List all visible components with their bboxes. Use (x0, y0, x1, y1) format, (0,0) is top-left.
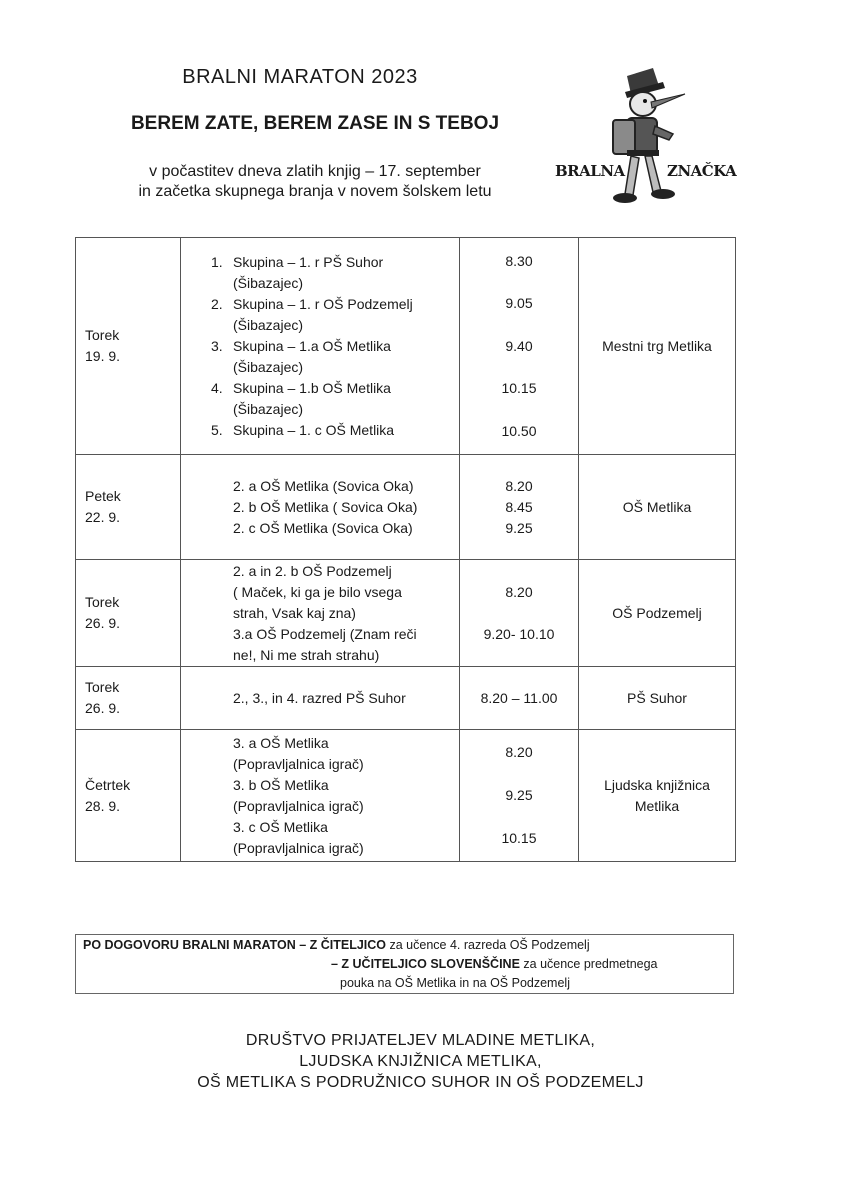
day-date: 22. 9. (85, 509, 121, 525)
schedule-row (76, 560, 736, 667)
list-item: 2., 3., in 4. razred PŠ Suhor (233, 689, 406, 706)
note-bold-text: – Z UČITELJICO SLOVENŠČINE (331, 957, 520, 971)
logo-word-bralna: BRALNA (555, 162, 625, 180)
list-item: (Popravljalnica igrač) (233, 839, 364, 856)
group-book: (Šibazajec) (233, 316, 304, 333)
footer-line: OŠ METLIKA S PODRUŽNICO SUHOR IN OŠ PODZEMELJ (197, 1074, 644, 1091)
groups-cell (181, 730, 460, 862)
list-item: 3. b OŠ Metlika (233, 776, 329, 793)
day-date: 26. 9. (85, 615, 121, 631)
intro-line-1: v počastitev dneva zlatih knjig – 17. september (149, 163, 481, 180)
list-item: 2. b OŠ Metlika ( Sovica Oka) (233, 498, 418, 515)
time-value: 10.50 (501, 422, 537, 439)
list-item: strah, Vsak kaj zna) (233, 604, 356, 621)
list-item: 3. c OŠ Metlika (233, 818, 328, 835)
group-list (181, 476, 459, 539)
logo-word-znacka: ZNAČKA (667, 162, 737, 180)
groups-cell (181, 667, 460, 730)
day-cell (76, 238, 181, 455)
groups-cell (181, 560, 460, 667)
group-book: (Šibazajec) (233, 400, 304, 417)
time-value: 9.40 (505, 337, 533, 354)
times-cell (460, 560, 579, 667)
group-text: Skupina – 1. c OŠ Metlika (233, 421, 395, 438)
note-text: za učence predmetnega (519, 957, 658, 971)
item-number: 2. (211, 295, 223, 312)
document-title: BRALNI MARATON 2023 (182, 66, 418, 88)
place-cell: PŠ Suhor (579, 667, 736, 730)
group-text: Skupina – 1.b OŠ Metlika (233, 379, 391, 396)
group-list (181, 252, 459, 441)
list-item: 2. a in 2. b OŠ Podzemelj (233, 562, 392, 579)
day-name: Torek (85, 594, 120, 610)
note-text: za učence 4. razreda OŠ Podzemelj (386, 938, 590, 952)
place-line: Ljudska knjižnica (604, 776, 710, 793)
schedule-row (76, 455, 736, 560)
schedule-table (75, 237, 736, 862)
place-cell: Mestni trg Metlika (579, 238, 736, 455)
note-line-1 (83, 936, 590, 955)
list-item: 3.a OŠ Podzemelj (Znam reči (233, 625, 417, 642)
intro-text (0, 162, 630, 202)
group-list (181, 688, 459, 709)
list-item (211, 252, 459, 294)
document-subtitle: BEREM ZATE, BEREM ZASE IN S TEBOJ (130, 113, 500, 134)
list-item (211, 378, 459, 420)
day-name: Torek (85, 679, 120, 695)
intro-line-2: in začetka skupnega branja v novem šolskem letu (138, 183, 492, 200)
place-cell: OŠ Metlika (579, 455, 736, 560)
time-value: 10.15 (501, 380, 537, 397)
day-date: 19. 9. (85, 348, 121, 364)
arrangement-note-box (75, 934, 734, 994)
day-name: Torek (85, 327, 120, 343)
group-text: Skupina – 1. r OŠ Podzemelj (233, 295, 413, 312)
day-cell (76, 730, 181, 862)
times-cell (460, 238, 579, 455)
footer-line: LJUDSKA KNJIŽNICA METLIKA, (299, 1053, 542, 1070)
schedule-row (76, 667, 736, 730)
group-book: (Šibazajec) (233, 274, 304, 291)
time-value: 8.20 – 11.00 (480, 689, 558, 706)
time-value: 8.20 (505, 744, 533, 760)
group-book: (Šibazajec) (233, 358, 304, 375)
schedule-row (76, 730, 736, 862)
day-cell (76, 667, 181, 730)
footer-line: DRUŠTVO PRIJATELJEV MLADINE METLIKA, (245, 1032, 596, 1049)
groups-cell (181, 455, 460, 560)
list-item (211, 420, 459, 441)
list-item (211, 336, 459, 378)
item-number: 1. (211, 253, 223, 270)
groups-cell (181, 238, 460, 455)
group-list (181, 561, 459, 666)
place-cell: OŠ Podzemelj (579, 560, 736, 667)
pinocchio-reader-icon (555, 64, 725, 224)
time-value: 9.25 (505, 787, 533, 803)
time-value: 8.45 (505, 498, 533, 515)
time-value: 8.20 (505, 477, 533, 494)
item-number: 3. (211, 337, 223, 354)
note-line-2 (331, 955, 658, 974)
day-date: 28. 9. (85, 797, 121, 814)
day-name: Petek (85, 488, 121, 504)
list-item: 2. c OŠ Metlika (Sovica Oka) (233, 519, 413, 536)
day-date: 26. 9. (85, 700, 121, 716)
list-item: (Popravljalnica igrač) (233, 755, 364, 772)
day-name: Četrtek (85, 776, 131, 793)
organizers-footer (0, 1030, 841, 1093)
list-item (211, 294, 459, 336)
time-value: 8.30 (505, 252, 533, 269)
group-text: Skupina – 1. r PŠ Suhor (233, 253, 384, 270)
schedule-row (76, 238, 736, 455)
day-cell (76, 560, 181, 667)
list-item: 3. a OŠ Metlika (233, 734, 329, 751)
time-value: 9.20- 10.10 (483, 626, 555, 642)
place-line: Metlika (634, 797, 680, 814)
place-cell (579, 730, 736, 862)
item-number: 4. (211, 379, 223, 396)
day-cell (76, 455, 181, 560)
list-item: 2. a OŠ Metlika (Sovica Oka) (233, 477, 414, 494)
bralna-znacka-logo (555, 64, 737, 224)
times-cell (460, 455, 579, 560)
time-value: 9.25 (505, 519, 533, 536)
time-value: 10.15 (501, 830, 537, 846)
item-number: 5. (211, 421, 223, 438)
list-item: (Popravljalnica igrač) (233, 797, 364, 814)
group-text: Skupina – 1.a OŠ Metlika (233, 337, 391, 354)
list-item: ne!, Ni me strah strahu) (233, 646, 380, 663)
times-cell (460, 667, 579, 730)
note-bold-text: PO DOGOVORU BRALNI MARATON – Z ČITELJICO (83, 938, 387, 952)
times-cell (460, 730, 579, 862)
group-list (181, 733, 459, 859)
time-value: 8.20 (505, 584, 533, 600)
note-line-3: pouka na OŠ Metlika in na OŠ Podzemelj (340, 976, 570, 990)
time-value: 9.05 (505, 295, 533, 312)
list-item: ( Maček, ki ga je bilo vsega (233, 583, 402, 600)
